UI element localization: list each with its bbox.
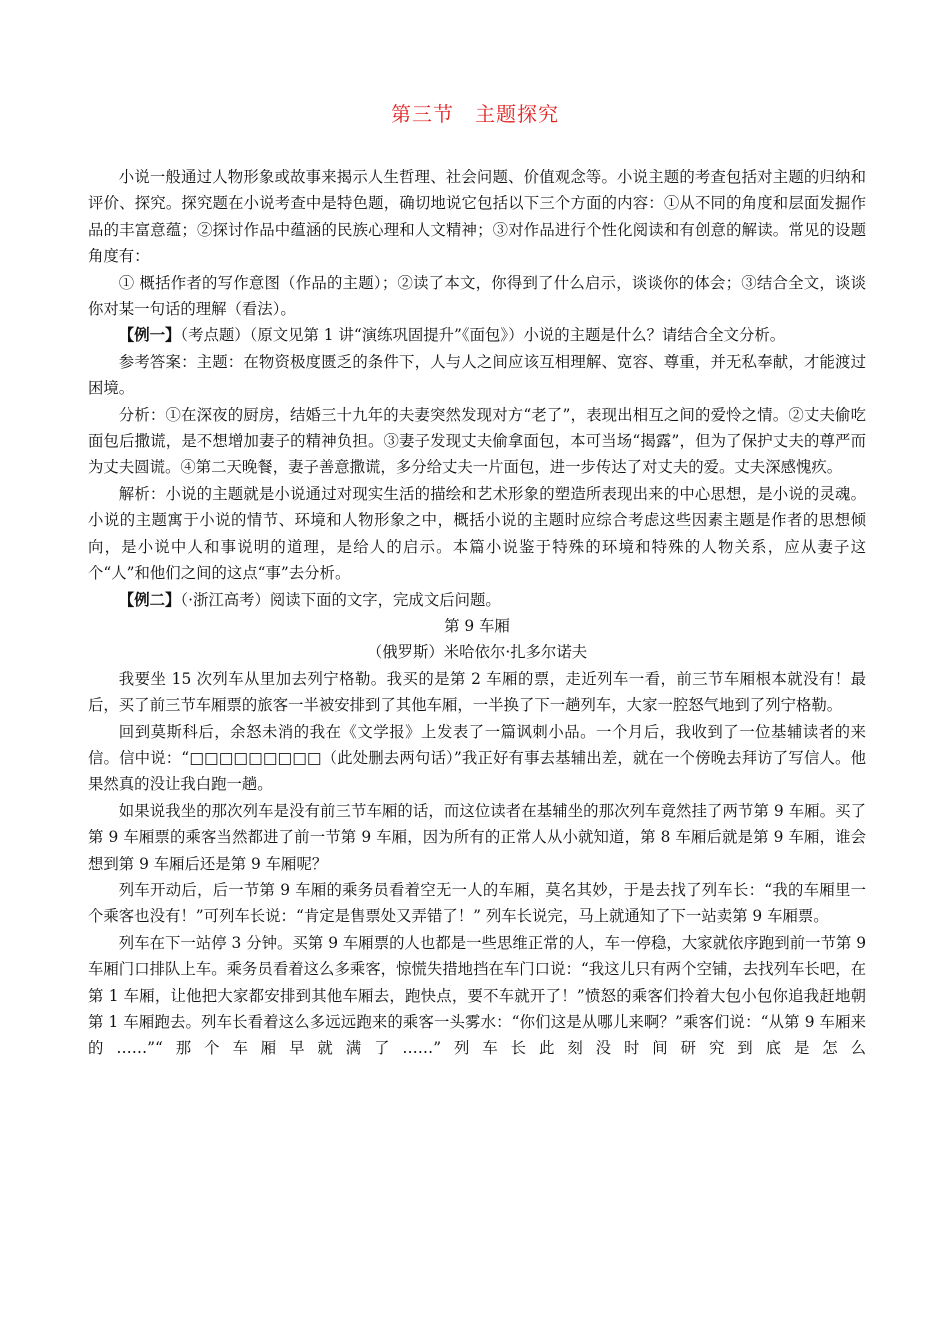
intro-question-angles: ① 概括作者的写作意图（作品的主题）；②读了本文，你得到了什么启示，谈谈你的体会；③结合全文，谈谈你对某一句话的理解（看法）。 [88,273,866,319]
example-two [88,587,866,613]
example-one [88,322,866,348]
example-one-label: 【例一】 [118,326,181,345]
story-title: 第 9 车厢 [444,616,510,635]
story-paragraph: 回到莫斯科后，余怒未消的我在《文学报》上发表了一篇讽刺小品。一个月后，我收到了一位基辅读者的来信。信中说：“□□□□□□□□□（此处删去两句话）”我正好有事去基辅出差，就在一个傍晚去拜访了写信人。他果然真的没让我白跑一趟。 [88,722,866,794]
story-paragraph: 列车开动后，后一节第 9 车厢的乘务员看着空无一人的车厢，莫名其妙，于是去找了列车长：“我的车厢里一个乘客也没有！”可列车长说：“肯定是售票处又弄错了！” 列车长说完，马上就通知了下一站卖第 9 车厢票。 [88,880,866,926]
story-paragraph: 如果说我坐的那次列车是没有前三节车厢的话，而这位读者在基辅坐的那次列车竟然挂了两节第 9 车厢。买了第 9 车厢票的乘客当然都进了前一节第 9 车厢，因为所有的正常人从小就知道，第 8 车厢后就是第 9 车厢，谁会想到第 9 车厢后还是第 9 车厢呢？ [88,801,866,873]
example-one-analysis: 分析：①在深夜的厨房，结婚三十九年的夫妻突然发现对方“老了”，表现出相互之间的爱怜之情。②丈夫偷吃面包后撒谎，是不想增加妻子的精神负担。③妻子发现丈夫偷拿面包，本可当场“揭露”，但为了保护丈夫的尊严而为丈夫圆谎。④第二天晚餐，妻子善意撒谎，多分给丈夫一片面包，进一步传达了对丈夫的爱。丈夫深感愧疚。 [88,405,866,477]
intro-paragraph: 小说一般通过人物形象或故事来揭示人生哲理、社会问题、价值观念等。小说主题的考查包括对主题的归纳和评价、探究。探究题在小说考查中是特色题，确切地说它包括以下三个方面的内容：①从不同的角度和层面发掘作品的丰富意蕴；②探讨作品中蕴涵的民族心理和人文精神；③对作品进行个性化阅读和有创意的解读。常见的设题角度有： [88,168,866,266]
example-one-question: （考点题）（原文见第 1 讲“演练巩固提升”《面包》）小说的主题是什么？请结合全文分析。 [180,326,786,345]
example-two-instruction: （·浙江高考）阅读下面的文字，完成文后问题。 [180,590,501,609]
example-one-explanation: 解析：小说的主题就是小说通过对现实生活的描绘和艺术形象的塑造所表现出来的中心思想，是小说的灵魂。小说的主题寓于小说的情节、环境和人物形象之中，概括小说的主题时应综合考虑这些因素主题是作者的思想倾向，是小说中人和事说明的道理，是给人的启示。本篇小说鉴于特殊的环境和特殊的人物关系，应从妻子这个“人”和他们之间的这点“事”去分析。 [88,484,866,583]
section-title: 第三节 主题探究 [391,102,559,126]
example-two-label: 【例二】 [118,590,181,609]
document-body [88,164,866,1062]
story-paragraph: 我要坐 15 次列车从里加去列宁格勒。我买的是第 2 车厢的票，走近列车一看，前三节车厢根本就没有！最后，买了前三节车厢票的旅客一半被安排到了其他车厢，一半换了下一趟列车，大家一腔怒气地到了列宁格勒。 [88,669,866,715]
story-author: （俄罗斯）米哈依尔·扎多尔诺夫 [366,643,588,662]
example-one-answer: 参考答案：主题：在物资极度匮乏的条件下，人与人之间应该互相理解、宽容、尊重，并无私奉献，才能渡过困境。 [88,352,866,398]
story-paragraph: 列车在下一站停 3 分钟。买第 9 车厢票的人也都是一些思维正常的人，车一停稳，大家就依序跑到前一节第 9 车厢门口排队上车。乘务员看着这么多乘客，惊慌失措地挡在车门口说：“我这儿只有两个空铺，去找列车长吧，在第 1 车厢，让他把大家都安排到其他车厢去，跑快点，要不车就开了！”愤怒的乘客们拎着大包小包你追我赶地朝第 1 车厢跑去。列车长看着这么多远远跑来的乘客一头雾水：“你们这是从哪儿来啊？”乘客们说：“从第 9 车厢来的……”“那个车厢早就满了……”列车长此刻没时间研究到底是怎么 [88,933,866,1058]
